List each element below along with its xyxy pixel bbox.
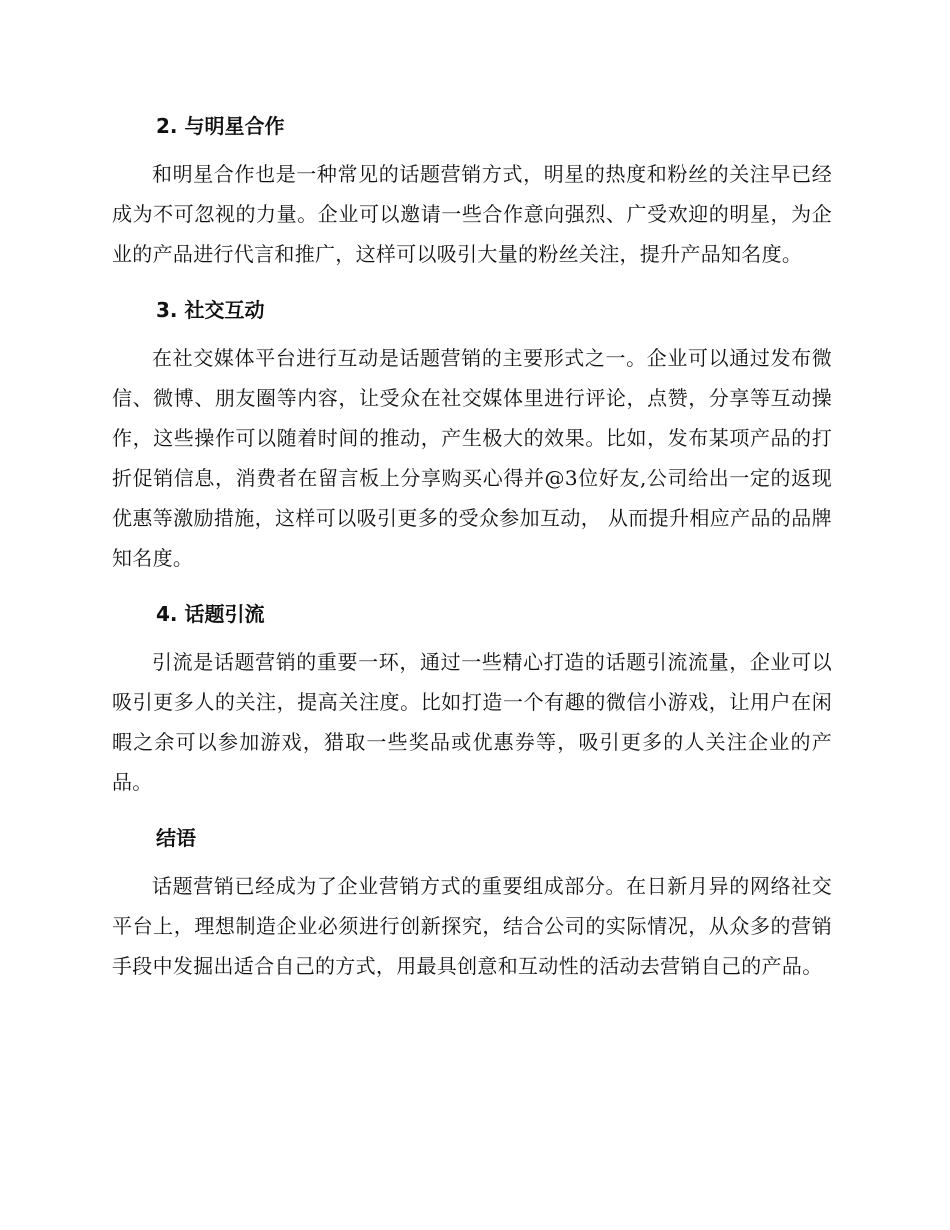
section-paragraph: 话题营销已经成为了企业营销方式的重要组成部分。在日新月异的网络社交平台上，理想制造企业必须进行创新探究，结合公司的实际情况，从众多的营销手段中发掘出适合自己的方式，用最具创意和互动性的活动去营销自己的产品。 <box>112 874 832 978</box>
section-heading: 结语 <box>156 826 196 850</box>
section-heading: 3. 社交互动 <box>156 298 265 322</box>
section-social-interaction <box>112 292 832 578</box>
section-conclusion <box>112 820 832 986</box>
section-heading: 4. 话题引流 <box>156 602 265 626</box>
section-paragraph: 引流是话题营销的重要一环，通过一些精心打造的话题引流流量，企业可以吸引更多人的关注，提高关注度。比如打造一个有趣的微信小游戏，让用户在闲暇之余可以参加游戏，猎取一些奖品或优惠券等，吸引更多的人关注企业的产品。 <box>112 650 832 794</box>
section-paragraph: 和明星合作也是一种常见的话题营销方式，明星的热度和粉丝的关注早已经成为不可忽视的力量。企业可以邀请一些合作意向强烈、广受欢迎的明星，为企业的产品进行代言和推广，这样可以吸引大量的粉丝关注，提升产品知名度。 <box>112 162 832 266</box>
section-heading: 2. 与明星合作 <box>156 114 285 138</box>
section-celebrity-cooperation <box>112 108 832 274</box>
section-paragraph: 在社交媒体平台进行互动是话题营销的主要形式之一。企业可以通过发布微信、微博、朋友圈等内容，让受众在社交媒体里进行评论，点赞，分享等互动操作，这些操作可以随着时间的推动，产生极大的效果。比如，发布某项产品的打折促销信息，消费者在留言板上分享购买心得并@3位好友,公司给出一定的返现优惠等激励措施，这样可以吸引更多的受众参加互动， 从而提升相应产品的品牌知名度。 <box>112 346 832 570</box>
section-topic-traffic <box>112 596 832 802</box>
